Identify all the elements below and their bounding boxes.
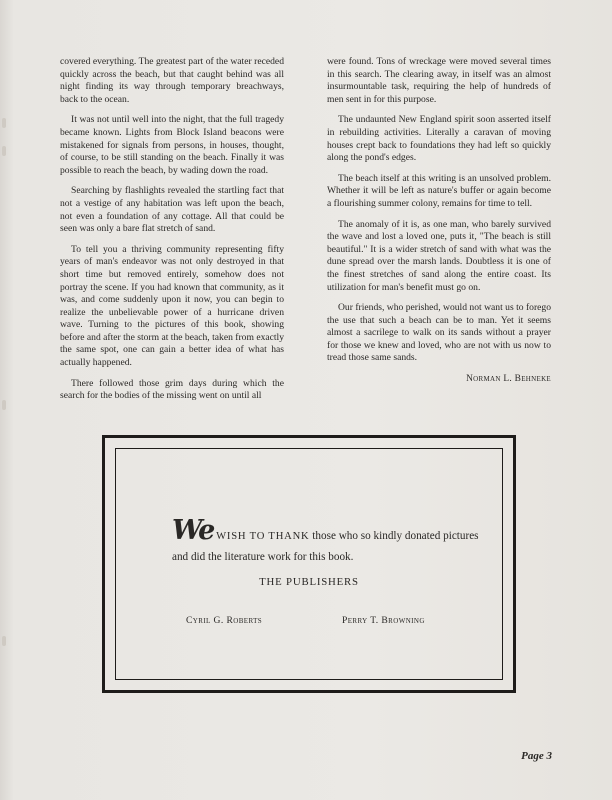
binding-hole <box>2 146 6 156</box>
paragraph: The anomaly of it is, as one man, who barely survived the wave and lost a loved one, puts it, "The beach is still beautiful." It is a wider stretch of sand with what was the dune spread over the marsh lands. Doubtless it is one of the finest stretches of sand along the entire coast. Its utilization for man's benefit must go on. <box>327 218 551 293</box>
paragraph: were found. Tons of wreckage were moved several times in this search. The clearing away, in itself was an almost insurmountable task, requiring the help of hundreds of men sent in for this purpose. <box>327 56 551 105</box>
right-column <box>327 56 551 386</box>
acknowledgment-body: those who so kindly donated pictures and did the literature work for this book. <box>172 530 479 563</box>
acknowledgment-text <box>172 515 482 568</box>
paragraph: The undaunted New England spirit soon asserted itself in rebuilding activities. Literally a caravan of moving houses crept back to foundations they had left so quickly along the pond's edges. <box>327 114 551 164</box>
paragraph: It was not until well into the night, that the full tragedy became known. Lights from Block Island beacons were mistakened for signals from persons, in houses, thought, of course, to be still standing on the beach. Finally it was possible to reach the beach, by wading down the road. <box>60 114 284 176</box>
binding-hole <box>2 400 6 410</box>
binding-hole <box>2 636 6 646</box>
paragraph: Our friends, who perished, would not want us to forego the use that such a beach can be to man. Yet it seems almost a sacrilege to walk on its sands without a prayer for those we knew and loved, who are not with us now to tread those same sands. <box>327 302 551 364</box>
paragraph: covered everything. The greatest part of the water receded quickly across the beach, but that caught behind was all night finding its way through temporary breachways, back to the ocean. <box>60 56 284 105</box>
acknowledgment-box <box>102 435 516 693</box>
lead-caps: WISH TO THANK <box>216 531 310 542</box>
left-column <box>60 56 284 411</box>
paragraph: The beach itself at this writing is an unsolved problem. Whether it will be left as nature's buffer or again become a flourishing summer colony, remains for time to tell. <box>327 172 551 209</box>
paragraph: To tell you a thriving community representing fifty years of man's endeavor was not only destroyed in that short time but removed entirely, somehow does not portray the scene. If you had known that community, as it was, and come suddenly upon it now, you can begin to realize the unbelievable power of a hurricane driven wave. Turning to the pictures of this book, showing before and after the storm at the beach, taken from exactly the same spot, one can gain a better idea of what has actually happened. <box>60 243 285 369</box>
paragraph: There followed those grim days during which the search for the bodies of the missing went on until all <box>60 377 284 402</box>
paragraph: Searching by flashlights revealed the startling fact that not a vestige of any habitation was left upon the beach, not even a foundation of any cottage. All that could be seen was only a bare flat stretch of sand. <box>60 185 284 235</box>
dropcap: We <box>172 515 214 546</box>
page-number: Page 3 <box>521 750 552 762</box>
binding-hole <box>2 118 6 128</box>
publisher-name: Perry T. Browning <box>342 615 425 626</box>
author-signature: Norman L. Behneke <box>466 374 551 385</box>
acknowledgment-inner-border <box>115 448 503 680</box>
publishers-heading: THE PUBLISHERS <box>259 576 359 588</box>
publisher-name: Cyril G. Roberts <box>186 615 263 626</box>
